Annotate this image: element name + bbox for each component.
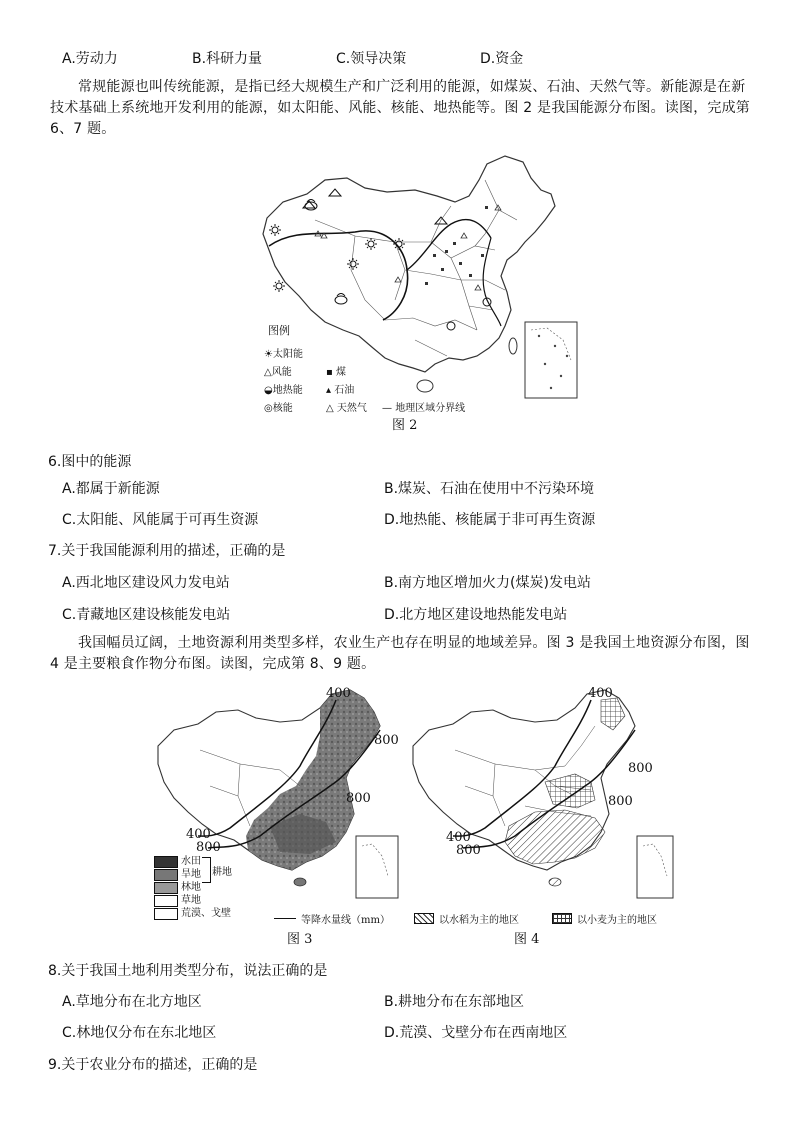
- q6-option-a: A.都属于新能源: [62, 481, 160, 497]
- passage-land: 我国幅员辽阔，土地资源利用类型多样，农业生产也存在明显的地域差异。图 3 是我国土地资源分布图，图 4 是主要粮食作物分布图。读图，完成第 8、9 题。: [50, 635, 750, 672]
- figure3-caption: 图 3: [287, 932, 313, 947]
- farmland-bracket: [202, 857, 211, 883]
- wheat-swatch: [552, 913, 572, 924]
- gas-icon: △: [326, 403, 337, 414]
- legend-wheat: 以小麦为主的地区: [552, 911, 657, 926]
- figure2-legend-title: 图例: [268, 324, 290, 337]
- figure2-caption: 图 2: [392, 418, 418, 433]
- q7-option-b: B.南方地区增加火力(煤炭)发电站: [384, 575, 591, 591]
- q5-option-b: B.科研力量: [192, 51, 263, 67]
- q8-option-c: C.林地仅分布在东北地区: [62, 1025, 217, 1041]
- legend-nuclear: ◎核能: [264, 403, 293, 414]
- figure4-isoline-800-label-west: 800: [456, 843, 481, 858]
- region-boundary: [269, 231, 408, 320]
- geothermal-icon: ◒: [264, 385, 273, 396]
- nuclear-icon: ◎: [264, 403, 273, 414]
- figure3-isoline-400-label-west: 400: [186, 827, 211, 842]
- legend-coal: ▪ 煤: [326, 367, 346, 378]
- figure4-isoline-400-label-west: 400: [446, 830, 471, 845]
- south-sea-inset: [637, 836, 673, 898]
- q7-option-c: C.青藏地区建设核能发电站: [62, 607, 231, 623]
- boundary-line-icon: —: [382, 403, 396, 414]
- q6-option-d: D.地热能、核能属于非可再生资源: [384, 512, 596, 528]
- q6-option-b: B.煤炭、石油在使用中不污染环境: [384, 481, 595, 497]
- passage-energy: 常规能源也叫传统能源，是指已经大规模生产和广泛利用的能源，如煤炭、石油、天然气等。新能源是在新技术基础上系统地开发利用的能源，如太阳能、风能、核能、地热能等。图 2 是我国能源分布图。读图，完成第 6、7 题。: [50, 79, 751, 137]
- wind-icon: △: [264, 367, 272, 378]
- q7-option-d: D.北方地区建设地热能发电站: [384, 607, 568, 623]
- isoline-swatch: [274, 918, 296, 919]
- q6-option-c: C.太阳能、风能属于可再生资源: [62, 512, 259, 528]
- desert-swatch: [154, 908, 178, 920]
- oil-icon: ▴: [326, 385, 335, 396]
- figure3-isoline-400-label: 400: [326, 686, 351, 701]
- nuclear-icon-cluster: [447, 298, 491, 330]
- legend-boundary: — 地理区域分界线: [382, 403, 466, 414]
- q5-option-d: D.资金: [480, 51, 524, 67]
- figure3-isoline-800-label-west: 800: [196, 840, 221, 855]
- solar-icon-cluster: [269, 224, 405, 292]
- q8-stem: 8.关于我国土地利用类型分布，说法正确的是: [48, 963, 328, 979]
- dry-swatch: [154, 869, 178, 881]
- geothermal-icon-cluster: [305, 200, 347, 305]
- figure2-energy-map: [255, 150, 585, 420]
- south-sea-inset: [356, 836, 398, 898]
- legend-solar: ☀太阳能: [264, 349, 303, 360]
- sun-icon: ☀: [264, 349, 273, 360]
- legend-desert: 荒漠、戈壁: [154, 907, 231, 920]
- region-boundary-east: [483, 238, 501, 326]
- legend-geothermal: ◒地热能: [264, 385, 303, 396]
- q6-stem: 6.图中的能源: [48, 454, 132, 470]
- coal-markers: [425, 206, 488, 285]
- figure4-isoline-400-label: 400: [588, 686, 613, 701]
- figure4-caption: 图 4: [514, 932, 540, 947]
- legend-paddy: 水田: [154, 855, 231, 868]
- region-boundary-north: [407, 220, 491, 270]
- legend-farmland: 耕地: [212, 867, 232, 878]
- rice-swatch: [414, 913, 434, 924]
- figure4-isoline-800-label-mid: 800: [608, 794, 633, 809]
- coal-icon: ▪: [326, 367, 336, 378]
- legend-forest: 林地: [154, 881, 231, 894]
- legend-isoline: 等降水量线（mm）: [274, 911, 390, 926]
- q8-option-d: D.荒漠、戈壁分布在西南地区: [384, 1025, 568, 1041]
- legend-wind: △风能: [264, 367, 292, 378]
- figure3-isoline-800-label: 800: [374, 733, 399, 748]
- q5-option-c: C.领导决策: [336, 51, 407, 67]
- grass-swatch: [154, 895, 178, 907]
- figure4-crops-map: [405, 686, 675, 916]
- q8-option-a: A.草地分布在北方地区: [62, 994, 202, 1010]
- q5-option-a: A.劳动力: [62, 51, 118, 67]
- q7-option-a: A.西北地区建设风力发电站: [62, 575, 230, 591]
- figure4-isoline-800-label: 800: [628, 761, 653, 776]
- paddy-swatch: [154, 856, 178, 868]
- wind-icon-cluster: [303, 189, 447, 224]
- q7-stem: 7.关于我国能源利用的描述，正确的是: [48, 543, 286, 559]
- legend-rice: 以水稻为主的地区: [414, 911, 519, 926]
- legend-grass: 草地: [154, 894, 231, 907]
- south-sea-inset: [525, 322, 577, 398]
- legend-oil: ▴ 石油: [326, 385, 355, 396]
- figure3-isoline-800-label-mid: 800: [346, 791, 371, 806]
- forest-swatch: [154, 882, 178, 894]
- q9-stem: 9.关于农业分布的描述，正确的是: [48, 1057, 258, 1073]
- q8-option-b: B.耕地分布在东部地区: [384, 994, 525, 1010]
- legend-gas: △ 天然气: [326, 403, 367, 414]
- legend-dry: 旱地: [154, 868, 231, 881]
